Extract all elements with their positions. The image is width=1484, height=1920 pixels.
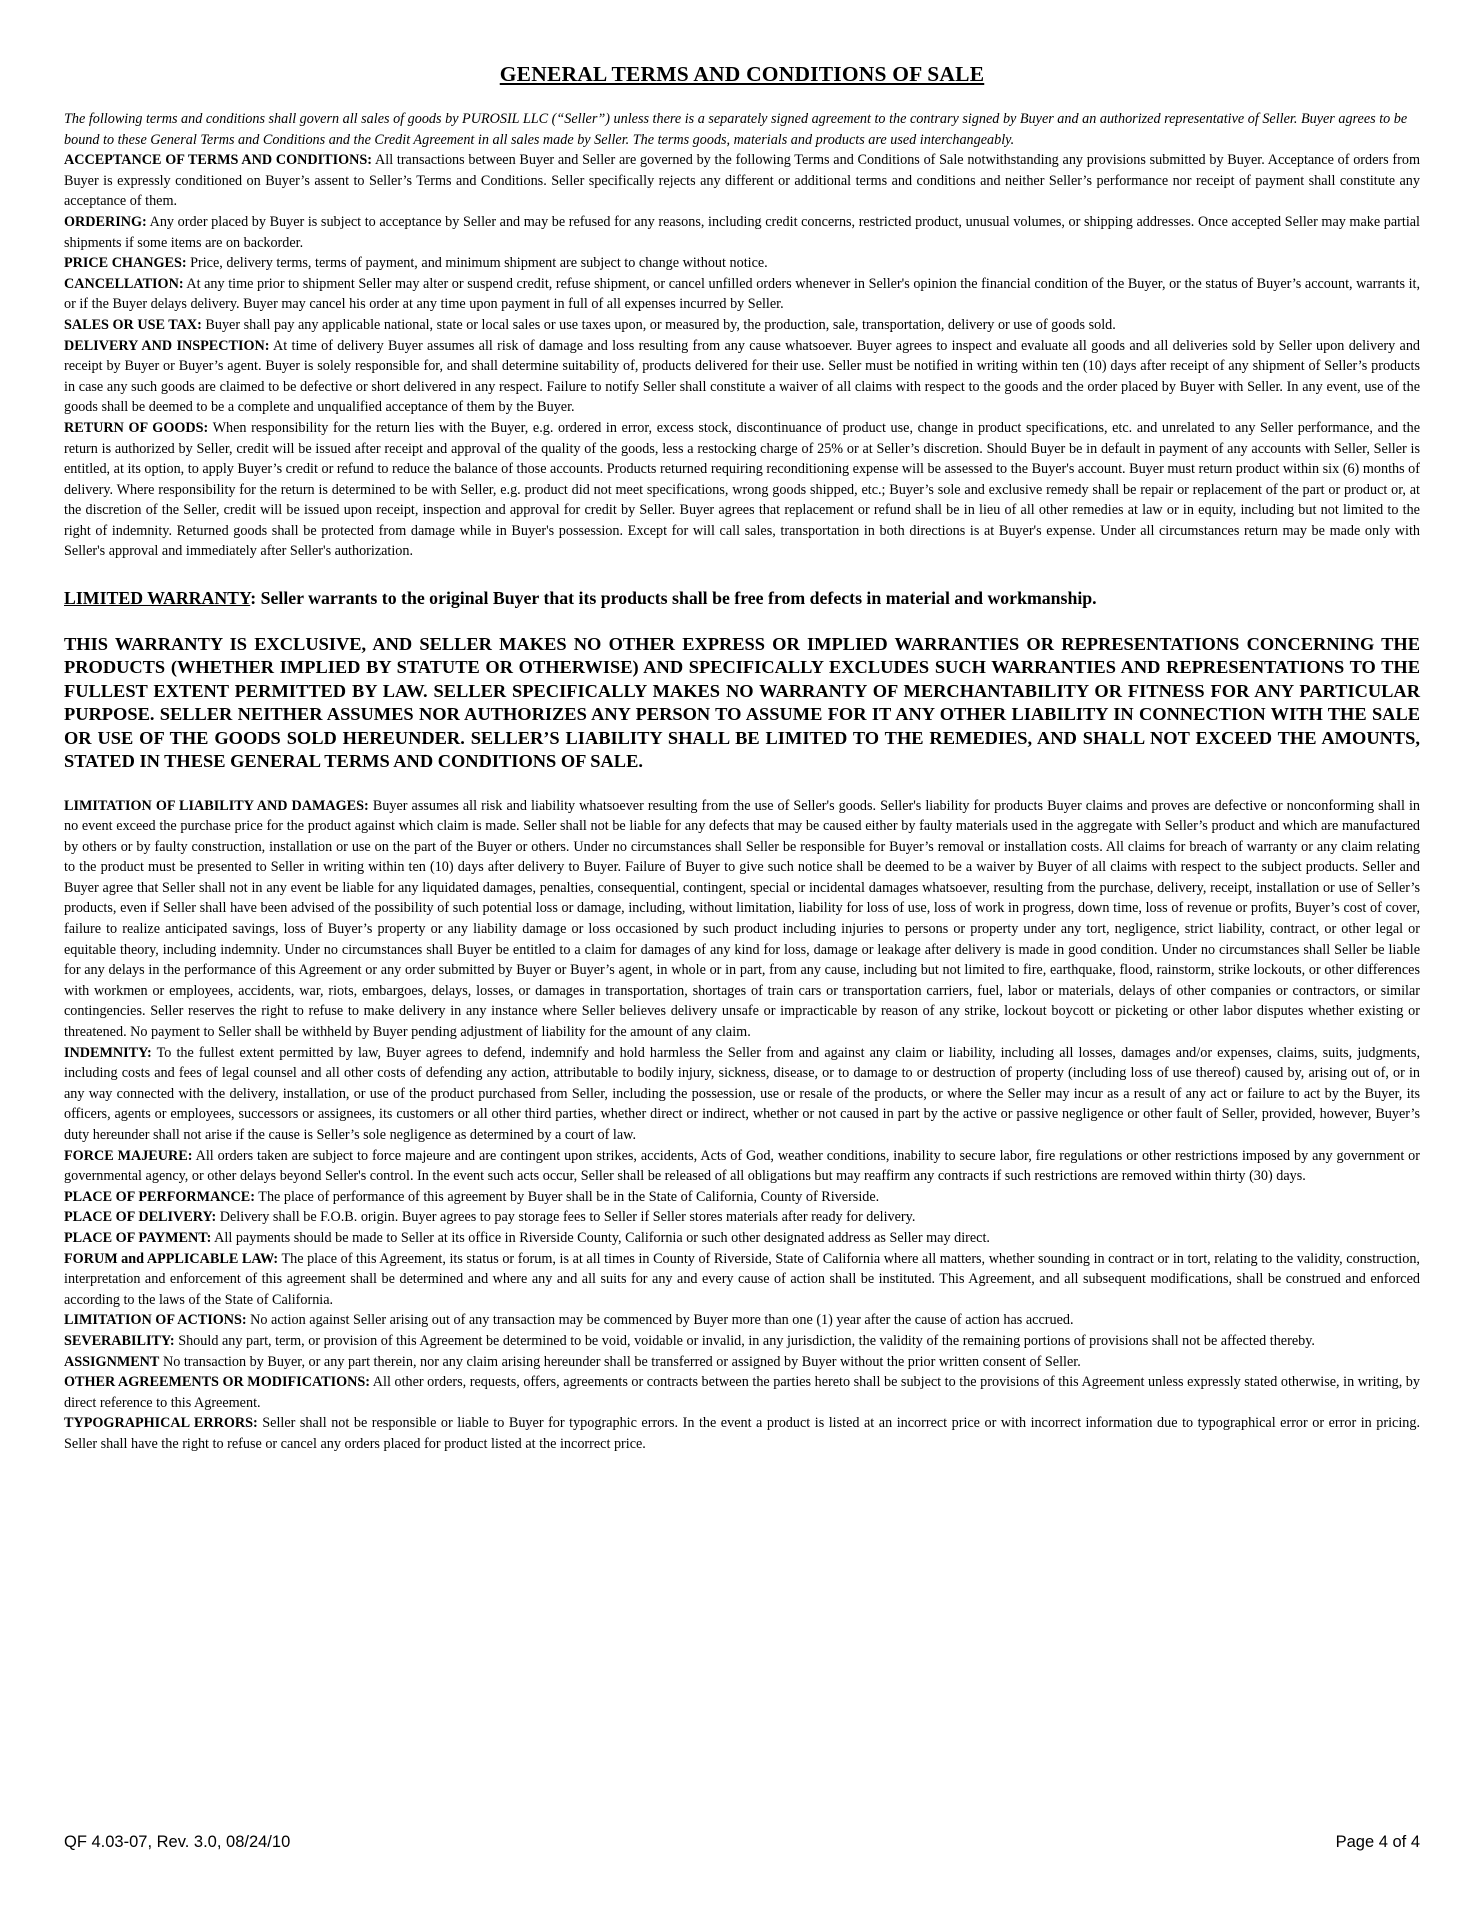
clause-heading: FORUM and APPLICABLE LAW:: [64, 1250, 279, 1267]
clause-heading: SEVERABILITY:: [64, 1332, 175, 1349]
clause-paragraph: [64, 1331, 1420, 1352]
clause-paragraph: [64, 1310, 1420, 1331]
intro-paragraph: The following terms and conditions shall govern all sales of goods by PUROSIL LLC (“Seller”) unless there is a separately signed agreement to the contrary signed by Buyer and an authorized representative of Seller. Buyer agrees to be bound to these General Terms and Conditions and the Credit Agreement in all sales made by Seller. The terms goods, materials and products are used interchangeably.: [64, 111, 1408, 148]
clause-paragraph: [64, 1187, 1420, 1208]
clause-paragraph: [64, 150, 1420, 212]
clause-heading: TYPOGRAPHICAL ERRORS:: [64, 1415, 258, 1432]
clause-text: No transaction by Buyer, or any part therein, nor any claim arising hereunder shall be transferred or assigned by Buyer without the prior written consent of Seller.: [162, 1353, 1081, 1370]
clause-text: Price, delivery terms, terms of payment, and minimum shipment are subject to change without notice.: [190, 255, 768, 272]
clause-text: Should any part, term, or provision of this Agreement be determined to be void, voidable or invalid, in any jurisdiction, the validity of the remaining portions of provisions shall not be affected thereby.: [178, 1332, 1315, 1349]
clause-heading: OTHER AGREEMENTS OR MODIFICATIONS:: [64, 1374, 371, 1391]
clause-paragraph: [64, 274, 1420, 315]
clause-heading: PLACE OF DELIVERY:: [64, 1209, 217, 1226]
clause-text: Delivery shall be F.O.B. origin. Buyer agrees to pay storage fees to Seller if Seller stores materials after ready for delivery.: [219, 1209, 916, 1226]
clause-heading: ACCEPTANCE OF TERMS AND CONDITIONS:: [64, 152, 373, 169]
clause-paragraph: [64, 1207, 1420, 1228]
clause-heading: LIMITATION OF LIABILITY AND DAMAGES:: [64, 797, 369, 814]
clause-heading: ASSIGNMENT: [64, 1353, 160, 1370]
limited-warranty-text: : Seller warrants to the original Buyer that its products shall be free from defects in material and workmanship.: [250, 588, 1097, 609]
clause-paragraph: [64, 1146, 1420, 1187]
clause-text: The place of performance of this agreement by Buyer shall be in the State of California, County of Riverside.: [258, 1188, 880, 1205]
clause-text: When responsibility for the return lies with the Buyer, e.g. ordered in error, excess stock, discontinuance of product use, change in product specifications, etc. and unrelated to any Seller performance, and the return is authorized by Seller, credit will be issued after receipt and approval of the quality of the goods, less a restocking charge of 25% or at Seller’s discretion. Should Buyer be in default in payment of any accounts with Seller, Seller is entitled, at its option, to apply Buyer’s credit or refund to reduce the balance of those accounts. Products returned requiring reconditioning expense will be assessed to the Buyer's account. Buyer must return product within six (6) months of delivery. Where responsibility for the return is determined to be with Seller, e.g. product did not meet specifications, wrong goods shipped, etc.; Buyer’s sole and exclusive remedy shall be repair or replacement of the part or product or, at the discretion of the Seller, credit will be issued upon receipt, inspection and approval for credit by Seller. Buyer agrees that replacement or refund shall be in lieu of all other remedies at law or in equity, including but not limited to the right of indemnity. Returned goods shall be protected from damage while in Buyer's possession. Except for will call sales, transportation in both directions is at Buyer's expense. Under all circumstances return may be made only with Seller's approval and immediately after Seller's authorization.: [64, 419, 1421, 560]
clause-paragraph: [64, 315, 1420, 336]
form-id: QF 4.03-07, Rev. 3.0, 08/24/10: [64, 1833, 291, 1851]
clause-heading: PLACE OF PAYMENT:: [64, 1229, 212, 1246]
clause-heading: PRICE CHANGES:: [64, 255, 187, 272]
document-title: GENERAL TERMS AND CONDITIONS OF SALE: [499, 62, 985, 86]
clause-text: Any order placed by Buyer is subject to acceptance by Seller and may be refused for any reasons, including credit concerns, restricted product, unusual volumes, or shipping addresses. Once accepted Seller may make partial shipments if some items are on backorder.: [64, 213, 1420, 251]
clause-paragraph: [64, 1413, 1420, 1454]
clause-paragraph: [64, 1043, 1420, 1146]
clause-heading: RETURN OF GOODS:: [64, 419, 209, 436]
clause-heading: LIMITATION OF ACTIONS:: [64, 1312, 247, 1329]
clause-text: Seller shall not be responsible or liable to Buyer for typographic errors. In the event a product is listed at an incorrect price or with incorrect information due to typographical error or error in pricing. Seller shall have the right to refuse or cancel any orders placed for product listed at the incorrect price.: [64, 1415, 1420, 1452]
clause-text: All payments should be made to Seller at its office in Riverside County, California or such other designated address as Seller may direct.: [214, 1229, 990, 1246]
clause-paragraph: [64, 1372, 1420, 1413]
clause-paragraph: [64, 796, 1420, 1043]
clause-text: All orders taken are subject to force majeure and are contingent upon strikes, accidents, Acts of God, weather conditions, inability to secure labor, fire regulations or other restrictions imposed by any government or governmental agency, or other delays beyond Seller's control. In the event such acts occur, Seller shall be released of all obligations but may reaffirm any contracts if such restrictions are removed within thirty (30) days.: [64, 1147, 1421, 1185]
clause-heading: CANCELLATION:: [64, 275, 184, 292]
clause-text: Buyer shall pay any applicable national, state or local sales or use taxes upon, or measured by, the production, sale, transportation, delivery or use of goods sold.: [205, 316, 1116, 333]
clause-heading: DELIVERY AND INSPECTION:: [64, 337, 270, 354]
clause-heading: SALES OR USE TAX:: [64, 316, 202, 333]
clause-heading: FORCE MAJEURE:: [64, 1147, 193, 1164]
clause-heading: PLACE OF PERFORMANCE:: [64, 1188, 255, 1205]
clause-paragraph: [64, 418, 1420, 562]
page-number: Page 4 of 4: [1335, 1833, 1420, 1851]
limited-warranty: [64, 588, 1420, 609]
clause-text: At any time prior to shipment Seller may alter or suspend credit, refuse shipment, or cancel unfilled orders whenever in Seller's opinion the financial condition of the Buyer, or the status of Buyer’s account, warrants it, or if the Buyer delays delivery. Buyer may cancel his order at any time upon payment in full of all expenses incurred by Seller.: [64, 275, 1420, 313]
clause-heading: INDEMNITY:: [64, 1044, 152, 1061]
clauses-section-b: [64, 796, 1420, 1455]
warranty-disclaimer: THIS WARRANTY IS EXCLUSIVE, AND SELLER MAKES NO OTHER EXPRESS OR IMPLIED WARRANTIES OR REPRESENTATIONS CONCERNING THE PRODUCTS (WHETHER IMPLIED BY STATUTE OR OTHERWISE) AND SPECIFICALLY EXCLUDES SUCH WARRANTIES AND REPRESENTATIONS TO THE FULLEST EXTENT PERMITTED BY LAW. SELLER SPECIFICALLY MAKES NO WARRANTY OF MERCHANTABILITY OR FITNESS FOR ANY PARTICULAR PURPOSE. SELLER NEITHER ASSUMES NOR AUTHORIZES ANY PERSON TO ASSUME FOR IT ANY OTHER LIABILITY IN CONNECTION WITH THE SALE OR USE OF THE GOODS SOLD HEREUNDER. SELLER’S LIABILITY SHALL BE LIMITED TO THE REMEDIES, AND SHALL NOT EXCEED THE AMOUNTS, STATED IN THESE GENERAL TERMS AND CONDITIONS OF SALE.: [64, 634, 1420, 772]
clause-text: Buyer assumes all risk and liability whatsoever resulting from the use of Seller's goods. Seller's liability for products Buyer claims and proves are defective or nonconforming shall in no event exceed the purchase price for the product against which claim is made. Seller shall not be liable for any defects that may be caused either by faulty materials used in the aggregate with Seller’s product and which are manufactured by others or by faulty construction, installation or use on the part of the Buyer or others. Under no circumstances shall Seller be responsible for Buyer’s removal or installation costs. All claims for breach of warranty or any claim relating to the product must be presented to Seller in writing within ten (10) days after delivery to Buyer. Failure of Buyer to give such notice shall be deemed to be a waiver by Buyer of all claims with respect to the subject products. Seller and Buyer agree that Seller shall not in any event be liable for any liquidated damages, penalties, consequential, contingent, special or incidental damages whatsoever, resulting from the purchase, delivery, receipt, installation or use of Seller’s products, even if Seller shall have been advised of the possibility of such potential loss or damage, including, without limitation, liability for loss of use, loss of work in progress, down time, loss of revenue or profits, Buyer’s cost of cover, failure to realize anticipated savings, loss of Buyer’s property or any liability damage or loss occasioned by such product including injuries to persons or property under any tort, negligence, strict liability, contract, or other legal or equitable theory, including indemnity. Under no circumstances shall Buyer be entitled to a claim for damages of any kind for loss, damage or leakage after delivery is made in good condition. Under no circumstances shall Seller be liable for any delays in the performance of this Agreement or any order submitted by Buyer or Buyer’s agent, in whole or in part, from any cause, including but not limited to fire, earthquake, flood, rainstorm, strike lockouts, or other differences with workmen or employees, accidents, war, riots, embargoes, delays, losses, or damages in transportation, shortages of train cars or transportation carriers, fuel, labor or materials, delays of other companies or contractors, or similar contingencies. Seller reserves the right to refuse to make delivery in any instance where Seller believes delivery unsafe or impracticable by reason of any strike, lockout boycott or picketing or other labor disputes whether existing or threatened. No payment to Seller shall be withheld by Buyer pending adjustment of liability for the amount of any claim.: [64, 797, 1421, 1041]
clause-text: All other orders, requests, offers, agreements or contracts between the parties hereto shall be subject to the provisions of this Agreement unless expressly stated otherwise, in writing, by direct reference to this Agreement.: [64, 1374, 1420, 1411]
clause-paragraph: [64, 1352, 1420, 1373]
page-footer: [64, 1833, 1420, 1852]
limited-warranty-heading: LIMITED WARRANTY: [64, 588, 251, 609]
clause-text: To the fullest extent permitted by law, Buyer agrees to defend, indemnify and hold harmless the Seller from and against any claim or liability, including all losses, damages and/or expenses, claims, suits, judgments, including costs and fees of legal counsel and all other costs of defending any action, attributable to bodily injury, sickness, disease, or to damage to or destruction of property (including loss of use thereof) caused by, arising out of, or in any way connected with the delivery, installation, or use of the product purchased from Seller, including the possession, use or resale of the products, or where the Seller may incur as a result of any act or failure to act by the Buyer, its officers, agents or employees, successors or assignees, its customers or all other third parties, whether direct or indirect, whether or not caused in part by the active or passive negligence or other fault of Seller, provided, however, Buyer’s duty hereunder shall not arise if the cause is Seller’s sole negligence as determined by a court of law.: [64, 1044, 1420, 1143]
clause-text: The place of this Agreement, its status or forum, is at all times in County of Riverside, State of California where all matters, whether sounding in contract or in tort, relating to the validity, construction, interpretation and enforcement of this agreement shall be determined and where any and all suits for any and every cause of action shall be instituted. This Agreement, and all subsequent modifications, shall be construed and enforced according to the laws of the State of California.: [64, 1250, 1420, 1308]
clause-text: At time of delivery Buyer assumes all risk of damage and loss resulting from any cause whatsoever. Buyer agrees to inspect and evaluate all goods and all deliveries sold by Seller upon delivery and receipt by Buyer or Buyer’s agent. Buyer is solely responsible for, and shall determine suitability of, products delivered for their use. Seller must be notified in writing within ten (10) days after receipt of any shipment of Seller’s products in case any such goods are claimed to be defective or short delivered in any respect. Failure to notify Seller shall constitute a waiver of all claims with respect to the goods and the order placed by Buyer with Seller. In any event, use of the goods shall be deemed to be a complete and unqualified acceptance of them by the Buyer.: [64, 337, 1421, 416]
clause-heading: ORDERING:: [64, 213, 147, 230]
clause-paragraph: [64, 1228, 1420, 1249]
clause-text: All transactions between Buyer and Seller are governed by the following Terms and Conditions of Sale notwithstanding any provisions submitted by Buyer. Acceptance of orders from Buyer is expressly conditioned on Buyer’s assent to Seller’s Terms and Conditions. Seller specifically rejects any different or additional terms and conditions and neither Seller’s performance nor receipt of payment shall constitute any acceptance of them.: [64, 152, 1420, 210]
clause-paragraph: [64, 212, 1420, 253]
clause-text: No action against Seller arising out of any transaction may be commenced by Buyer more than one (1) year after the cause of action has accrued.: [250, 1312, 1074, 1329]
clause-paragraph: [64, 253, 1420, 274]
clause-paragraph: [64, 1249, 1420, 1311]
clause-paragraph: [64, 336, 1420, 418]
clauses-section-a: [64, 150, 1420, 562]
